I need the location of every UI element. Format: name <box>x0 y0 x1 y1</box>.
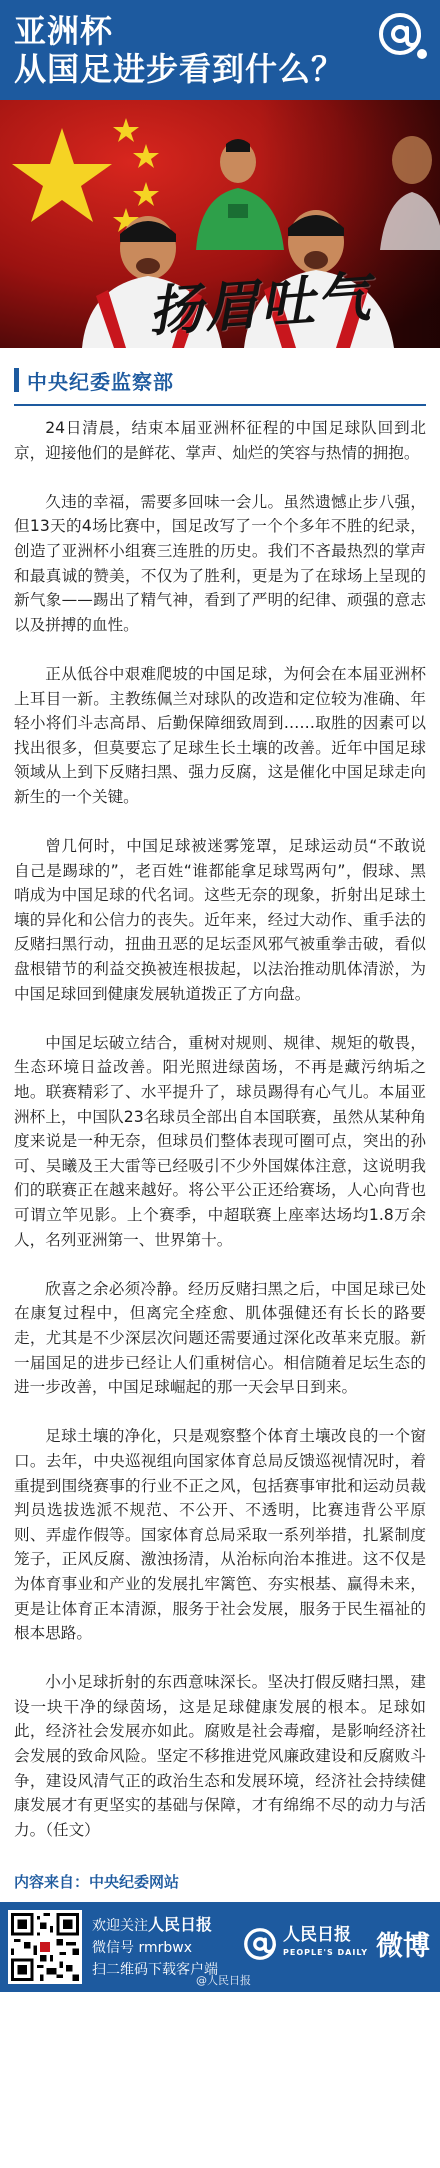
article-paragraph: 小小足球折射的东西意味深长。坚决打假反赌扫黑，建设一块干净的绿茵场，这是足球健康发展的根本。足球如此，经济社会发展亦如此。腐败是社会毒瘤，是影响经济社会发展的致命风险。坚定不移推进党风廉政建设和反腐败斗争，建设风清气正的政治生态和发展环境，经济社会持续健康发展才有更坚实的基础与保障，才有绵绵不尽的动力与活力。（任文） <box>14 1673 426 1839</box>
brand-name: 人民日报 <box>282 1924 351 1945</box>
footer-welcome: 欢迎关注 <box>92 1918 148 1935</box>
article-paragraph: 欣喜之余必须冷静。经历反赌扫黑之后，中国足球已处在康复过程中，但离完全痊愈、肌体强健还有长长的路要走，尤其是不少深层次问题还需要通过深化改革来克服。新一届国足的进步已经让人们重树信心。相信随着足坛生态的进一步改善，中国足球崛起的那一天会早日到来。 <box>14 1279 426 1397</box>
source-name: 中央纪委监察部 <box>27 369 174 394</box>
watermark: @人民日报 <box>196 1974 251 1988</box>
footer-download-hint: 扫二维码下载客户端 <box>92 1962 218 1979</box>
article-body <box>0 416 440 1842</box>
section-marker <box>14 368 19 392</box>
article-paragraph: 曾几何时，中国足球被迷雾笼罩，足球运动员“不敢说自己是踢球的”，老百姓“谁都能拿足球骂两句”，假球、黑哨成为中国足球的代名词。这些无奈的现象，折射出足球土壤的异化和公信力的丧失。近年来，经过大动作、重手法的反赌扫黑行动，扭曲丑恶的足坛歪风邪气被重拳击破，看似盘根错节的利益交换被连根拔起，以法治推动肌体清淤，为中国足球回到健康发展轨道拨正了方向盘。 <box>14 837 426 1003</box>
brand-name-block <box>283 1926 368 1962</box>
article-paragraph: 24日清晨，结束本届亚洲杯征程的中国足球队回到北京，迎接他们的是鲜花、掌声、灿烂的笑容与热情的拥抱。 <box>14 419 426 462</box>
at-sign-icon <box>241 1925 279 1963</box>
page-title <box>14 12 344 88</box>
hero-banner <box>0 100 440 348</box>
qr-code-icon[interactable] <box>8 1910 82 1984</box>
source-bar <box>14 356 426 406</box>
content-source-line: 内容来自：中央纪委网站 <box>14 1873 180 1892</box>
calligraphy-slogan: 扬眉吐气 <box>146 264 375 344</box>
title-line-2: 从国足进步看到什么？ <box>14 50 345 88</box>
article-paragraph: 中国足坛破立结合，重树对规则、规律、规矩的敬畏，生态环境日益改善。阳光照进绿茵场，不再是藏污纳垢之地。联赛精彩了、水平提升了，球员踢得有心气儿。本届亚洲杯上，中国队23名球员全部出自本国联赛，虽然从某种角度来说是一种无奈，但球员们整体表现可圈可点，突出的孙可、吴曦及王大雷等已经吸引不少外国媒体注意，这说明我们的联赛正在越来越好。将公平公正还给赛场，人心向背也可谓立竿见影。上个赛季，中超联赛上座率达场均1.8万余人，名列亚洲第一、世界第十。 <box>14 1033 426 1249</box>
at-sign-icon <box>376 8 428 60</box>
title-line-1: 亚洲杯 <box>14 12 114 50</box>
footer-wechat-id: 微信号 rmrbwx <box>92 1940 192 1957</box>
brand-logo <box>241 1924 430 1963</box>
weibo-label: 微博 <box>376 1931 430 1963</box>
article-paragraph: 久违的幸福，需要多回味一会儿。虽然遗憾止步八强，但13天的4场比赛中，国足改写了一个个多年不胜的纪录，创造了亚洲杯小组赛三连胜的历史。我们不吝最热烈的掌声和最真诚的赞美，不仅为了胜利，更是为了在球场上呈现的新气象——踢出了精气神，看到了严明的纪律、顽强的意志以及拼搏的血性。 <box>14 492 426 634</box>
page-header <box>0 0 440 100</box>
article-paragraph: 正从低谷中艰难爬坡的中国足球，为何会在本届亚洲杯上耳目一新。主教练佩兰对球队的改造和定位较为准确、年轻小将们斗志高昂、后勤保障细致周到……取胜的因素可以找出很多，但莫要忘了足球生长土壤的改善。近年中国足球领域从上到下反赌扫黑、强力反腐，这是催化中国足球走向新生的一个关键。 <box>14 664 426 806</box>
article-paragraph: 足球土壤的净化，只是观察整个体育土壤改良的一个窗口。去年，中央巡视组向国家体育总局反馈巡视情况时，着重提到围绕赛事的行业不正之风，包括赛事审批和运动员裁判员选拔选派不规范、不公开、不透明，比赛违背公平原则、弄虚作假等。国家体育总局采取一系列举措，扎紧制度笼子，正风反腐、激浊扬清，从治标向治本推进。这不仅是为体育事业和产业的发展扎牢篱笆、夯实根基、赢得未来，更是让体育正本清源，服务于社会发展，服务于民生福祉的根本思路。 <box>14 1427 426 1643</box>
brand-subtitle: PEOPLE'S DAILY <box>282 1947 368 1957</box>
footer-account-name: 人民日报 <box>148 1915 213 1935</box>
page-footer <box>0 1902 440 1992</box>
footer-text <box>92 1914 218 1981</box>
